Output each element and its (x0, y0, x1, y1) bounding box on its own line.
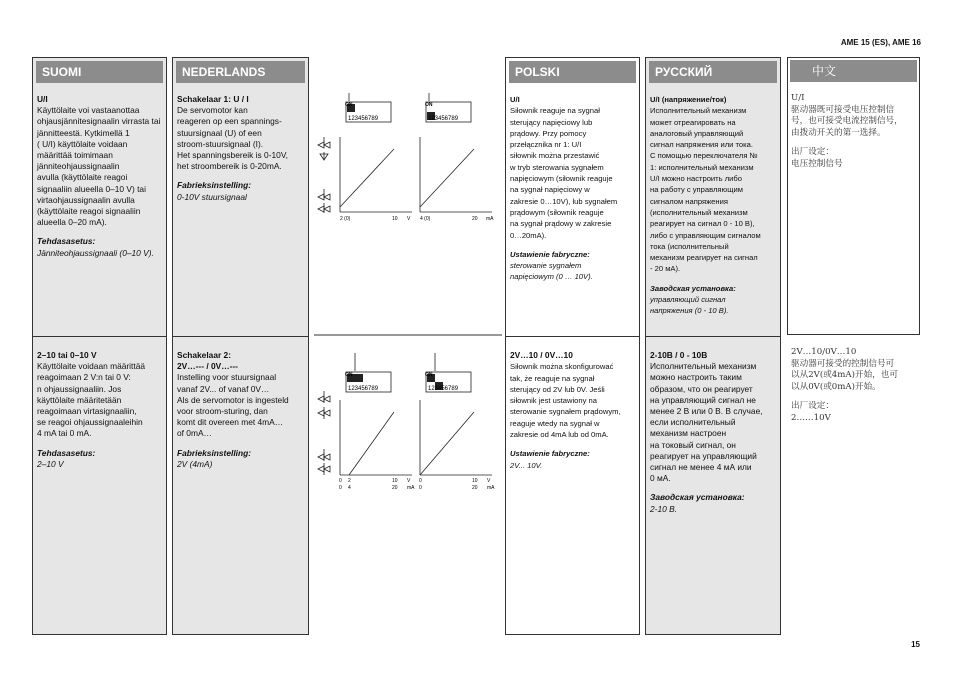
text-line: stuursignaal (U) of een (177, 127, 262, 138)
text-line: reagoimaan 2 V:n tai 0 V: (37, 372, 131, 383)
switch-numbers: 123456789 (348, 116, 379, 122)
text-line: reaguje wtedy na sygnał w (510, 418, 600, 428)
valve-stem-icons-top (318, 137, 330, 213)
text-line: либо с управляющим сигналом (650, 230, 761, 240)
text-line: может отреагировать на (650, 117, 736, 127)
text-line: Käyttölaite voidaan määrittää (37, 361, 146, 372)
text-line: сигнал напряжения или тока. (650, 140, 753, 150)
factory-setting-value (510, 260, 636, 283)
column-chinese (787, 57, 920, 635)
factory-setting-value: Jänniteohjaussignaali (0–10 V). (37, 247, 154, 258)
text-line: на токовый сигнал, он (650, 439, 736, 450)
text-line: ( U/I) käyttölaite voidaan (37, 138, 128, 149)
chart-range-left (340, 400, 412, 475)
text-line: se reagoi ohjaussignaaleihin (37, 417, 143, 428)
svg-text:ON: ON (425, 102, 433, 108)
switch-numbers: 123456789 (348, 386, 379, 392)
factory-setting-label: Fabrieksinstelling: (177, 180, 251, 191)
section-range (510, 350, 636, 471)
text-line: 驱动器既可接受电压控制信 (791, 104, 895, 115)
text-line: prądowym (siłownik reaguje (510, 207, 604, 217)
text-line: jännitteestä. Kytkimellä 1 (37, 127, 130, 138)
factory-setting-label: Заводская установка: (650, 283, 736, 293)
section-body (510, 105, 636, 241)
column-title: SUOMI (36, 61, 163, 83)
chart-current-top (420, 137, 492, 212)
dip-switch-right-bottom (425, 353, 471, 392)
text-line: zakresie 0…10V), lub sygnałem (510, 196, 618, 206)
text-line: voor stroom-sturing, dan (177, 406, 268, 417)
section-heading: U/I (напряжение/ток) (650, 95, 727, 104)
text-line: vanaf 2V... of vanaf 0V… (177, 383, 270, 394)
text-line: управляющий сигнал (650, 295, 726, 305)
factory-setting-label: Fabrieksinstelling: (177, 447, 251, 458)
column-title: 中文 (790, 60, 917, 82)
text-line: менее 2 В или 0 В. В случае, (650, 406, 763, 417)
text-line: 驱动器可接受的控制信号可 (791, 358, 895, 369)
section-ui (791, 93, 917, 170)
text-line: n ohjaussignaaliin. Jos (37, 383, 122, 394)
diagram-area (312, 57, 504, 557)
text-line: w tryb sterowania sygnałem (510, 162, 604, 172)
text-line: sterowanie sygnałem (510, 261, 582, 271)
axis-label: V (407, 478, 411, 484)
axis-label: 20 (392, 485, 398, 491)
axis-label: 10 (392, 216, 398, 222)
text-line: Исполнительный механизм (650, 361, 757, 372)
axis-label: 4 (0) (420, 216, 431, 222)
axis-label: 4 (348, 485, 351, 491)
factory-setting-value: 2……10V (791, 412, 831, 423)
section-body (791, 93, 917, 139)
text-line: Siłownik reaguje na sygnał (510, 106, 600, 116)
text-line: napięciowym (0 … 10V). (510, 272, 593, 282)
text-line: 2V…10/0V…10 (791, 347, 857, 357)
text-line: napięciowym (siłownik reaguje (510, 174, 613, 184)
text-line: avulla (käyttölaite reagoi (37, 172, 128, 183)
axis-label: 2 (348, 478, 351, 484)
axis-label: 20 (472, 485, 478, 491)
document-model-header: AME 15 (ES), AME 16 (840, 38, 921, 47)
section-body (177, 372, 305, 439)
axis-label: V (407, 216, 411, 222)
column-title: РУССКИЙ (649, 61, 777, 83)
text-line: сигнал не менее 4 мА или (650, 462, 752, 473)
text-line: образом, что он реагирует (650, 383, 753, 394)
axis-label: V (487, 478, 491, 484)
text-line: 1: исполнительный механизм (650, 162, 754, 172)
dip-switch-right (425, 93, 471, 122)
text-line: можно настроить таким (650, 372, 742, 383)
section-heading: U/I (37, 94, 48, 104)
text-line: реагирует на управляющий (650, 450, 757, 461)
section-body (37, 361, 163, 439)
section-body (37, 105, 163, 228)
text-line: механизм реагирует на сигнал (650, 253, 758, 263)
switch-numbers: 123456789 (428, 116, 459, 122)
text-line: komt dit overeen met 4mA… (177, 417, 284, 428)
text-line: käyttölaite määritetään (37, 394, 122, 405)
axis-label: mA (486, 216, 494, 222)
factory-setting-label: Tehdasasetus: (37, 447, 96, 458)
section-ui (37, 94, 163, 259)
valve-stem-icons-bottom (318, 391, 330, 475)
section-body (650, 361, 777, 484)
chart-voltage-top (340, 137, 412, 212)
text-line: 号，也可接受电流控制信号， (791, 116, 903, 126)
text-line: na sygnał napięciowy w (510, 185, 590, 195)
text-line: на работу с управляющим (650, 185, 743, 195)
axis-label: 2 (0) (340, 216, 351, 222)
text-line: Siłownik można skonfigurować (510, 362, 614, 372)
text-line: määrittää toimimaan (37, 150, 113, 161)
column-title: POLSKI (509, 61, 636, 83)
factory-setting-value: 2–10 V (37, 458, 64, 469)
axis-label: 0 (419, 485, 422, 491)
page-number: 15 (911, 640, 920, 649)
text-line: De servomotor kan (177, 105, 248, 116)
section-body (177, 105, 305, 172)
text-line: Исполнительный механизм (650, 106, 747, 116)
section-heading: 2–10 tai 0–10 V (37, 350, 97, 360)
factory-setting-label: 出厂设定： (791, 401, 834, 411)
text-line: если исполнительный (650, 417, 736, 428)
text-line: siłownik jest ustawiony na (510, 396, 597, 406)
text-line: Het spanningsbereik is 0-10V, (177, 150, 288, 161)
factory-setting-value (650, 294, 777, 317)
column-polski (505, 57, 640, 635)
chart-range-right (420, 400, 492, 475)
text-line: het stroombereik is 0-20mA. (177, 161, 282, 172)
text-line: 4 mA tai 0 mA. (37, 428, 92, 439)
text-line: virtaohjaussignaalin avulla (37, 194, 135, 205)
section-heading: Schakelaar 1: U / I (177, 94, 249, 104)
factory-setting-value: 2V (4mA) (177, 458, 213, 469)
text-line: Käyttölaite voi vastaanottaa (37, 105, 140, 116)
text-line: - 20 мА). (650, 264, 681, 274)
text-line: (исполнительный механизм (650, 207, 748, 217)
column-russian (645, 57, 781, 635)
text-line: тока (исполнительный (650, 241, 729, 251)
section-heading: Schakelaar 2: (177, 350, 232, 360)
axis-label: 20 (472, 216, 478, 222)
text-line: на управляющий сигнал не (650, 394, 756, 405)
section-heading-sub: 2V…--- / 0V…--- (177, 361, 238, 372)
column-suomi (32, 57, 167, 635)
text-line: С помощью переключателя № (650, 151, 758, 161)
text-line: реагирует на сигнал 0 - 10 В), (650, 219, 755, 229)
text-line: механизм настроен (650, 428, 727, 439)
text-line: of 0mA… (177, 428, 212, 439)
svg-text:ON: ON (345, 102, 353, 108)
svg-text:ON: ON (425, 372, 433, 378)
axis-label: mA (487, 485, 495, 491)
section-range (177, 350, 305, 470)
dip-switch-left-bottom (345, 353, 391, 392)
text-line: 以从0V(或0mA)开始。 (791, 381, 881, 392)
axis-label: 10 (392, 478, 398, 484)
text-line: siłownik można przestawić (510, 151, 600, 161)
text-line: напряжения (0 - 10 В). (650, 306, 729, 316)
section-body (791, 347, 917, 393)
text-line: ohjausjännitesignaalin virrasta tai (37, 116, 161, 127)
text-line: Als de servomotor is ingesteld (177, 394, 289, 405)
text-line: jänniteohjaussignaalin (37, 161, 120, 172)
section-body (650, 105, 777, 274)
text-line: 0…20mA). (510, 230, 547, 240)
text-line: reagoimaan virtasignaaliin, (37, 406, 137, 417)
text-line: 0 мА. (650, 473, 671, 484)
text-line: U/I (791, 93, 805, 103)
factory-setting-label: Ustawienie fabryczne: (510, 249, 590, 259)
text-line: alueella 0–20 mA). (37, 217, 107, 228)
text-line: 由拨动开关的第一选择。 (791, 127, 886, 138)
text-line: signaaliin alueella 0–10 V) tai (37, 183, 146, 194)
text-line: reageren op een spannings- (177, 116, 282, 127)
column-nederlands (172, 57, 309, 635)
factory-setting-label: Tehdasasetus: (37, 236, 96, 247)
text-line: na sygnał prądowy w zakresie (510, 219, 612, 229)
section-ui (510, 94, 636, 283)
svg-text:ON: ON (345, 372, 353, 378)
axis-label: 0 (419, 478, 422, 484)
text-line: sterowanie sygnałem prądowym, (510, 407, 621, 417)
switch-numbers: 123456789 (428, 386, 459, 392)
factory-setting-value: 0-10V stuursignaal (177, 191, 247, 202)
text-line: zakresie od 4mA lub od 0mA. (510, 430, 609, 440)
section-heading: 2V…10 / 0V…10 (510, 350, 573, 360)
column-title: NEDERLANDS (176, 61, 305, 83)
text-line: 以从2V(或4mA)开始，也可 (791, 370, 898, 380)
section-heading: U/I (510, 95, 520, 104)
text-line: przełącznika nr 1: U/I (510, 140, 582, 150)
text-line: Instelling voor stuursignaal (177, 372, 277, 383)
dip-switch-left (345, 93, 391, 122)
axis-label: mA (407, 485, 415, 491)
text-line: sterujący od 2V lub 0V. Jeśli (510, 384, 605, 394)
axis-label: 0 (339, 478, 342, 484)
factory-setting-label: 出厂设定： (791, 147, 834, 157)
section-heading: 2-10В / 0 - 10В (650, 350, 708, 360)
text-line: U/I можно настроить либо (650, 174, 742, 184)
text-line: stroom-stuursignaal (I). (177, 138, 264, 149)
factory-setting-value: 电压控制信号 (791, 158, 843, 169)
section-ui (650, 94, 777, 317)
factory-setting-label: Ustawienie fabryczne: (510, 449, 590, 459)
text-line: prądowy. Przy pomocy (510, 128, 587, 138)
text-line: sterujący napięciowy lub (510, 117, 593, 127)
factory-setting-value: 2V... 10V. (510, 460, 543, 470)
text-line: аналоговый управляющий (650, 128, 744, 138)
text-line: сигналом напряжения (650, 196, 728, 206)
section-body (510, 361, 636, 440)
factory-setting-value: 2-10 В. (650, 503, 678, 514)
axis-label: 0 (339, 485, 342, 491)
section-range (650, 350, 777, 515)
text-line: tak, że reaguje na sygnał (510, 373, 595, 383)
text-line: (käyttölaite reagoi signaaliin (37, 206, 141, 217)
section-range (791, 347, 917, 424)
section-ui (177, 94, 305, 203)
axis-label: 10 (472, 478, 478, 484)
section-range (37, 350, 163, 470)
factory-setting-label: Заводская установка: (650, 492, 745, 503)
